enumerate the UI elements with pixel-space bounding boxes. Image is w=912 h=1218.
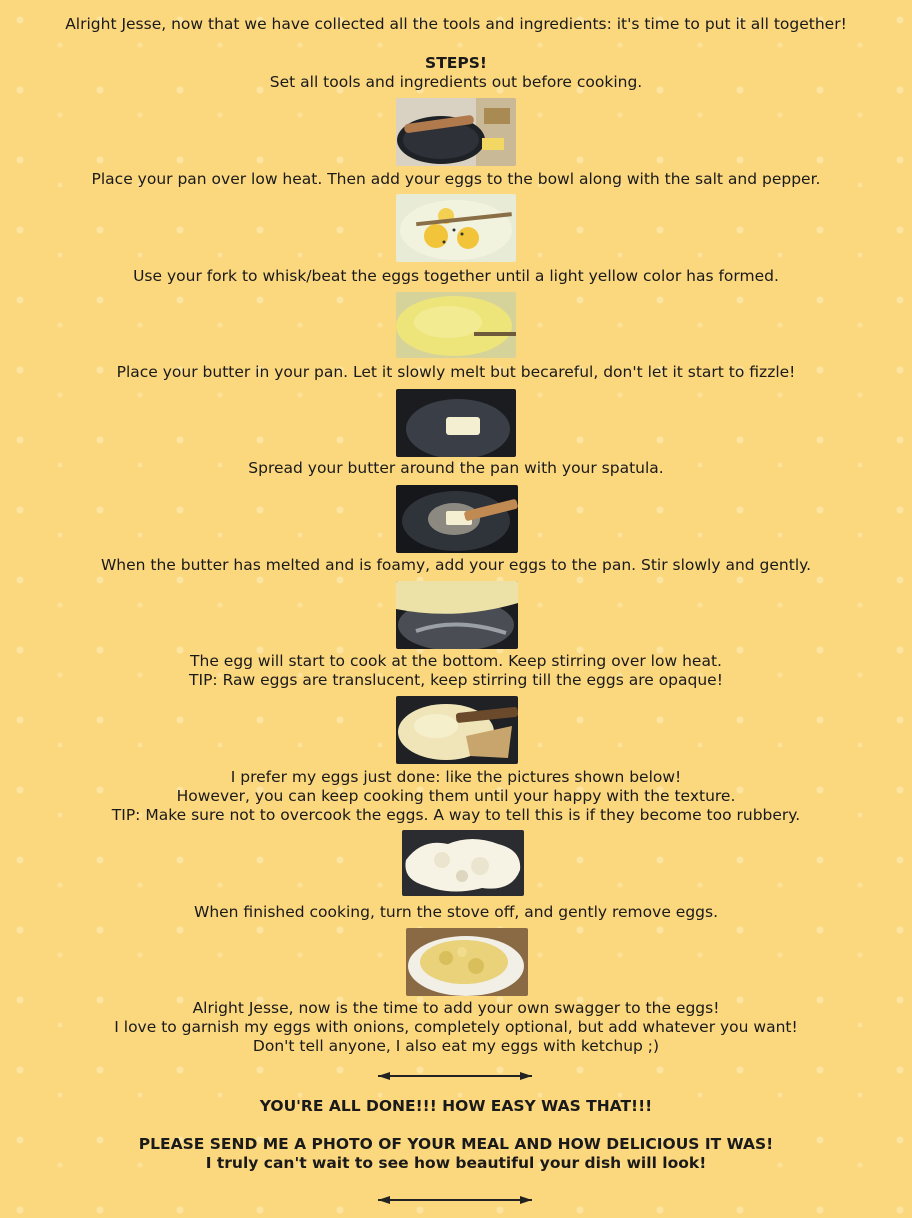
beaten-eggs-photo [396,292,516,358]
step-4-text: Place your butter in your pan. Let it slowly melt but becareful, don't let it start to fizzle! [116,363,796,381]
closing-text-1: PLEASE SEND ME A PHOTO OF YOUR MEAL AND HOW DELICIOUS IT WAS! [138,1135,774,1153]
step-10-text-1: Alright Jesse, now is the time to add your own swagger to the eggs! [192,999,720,1017]
step-10-text-3: Don't tell anyone, I also eat my eggs with ketchup ;) [252,1037,660,1055]
step-10-text-2: I love to garnish my eggs with onions, completely optional, but add whatever you want! [114,1018,798,1036]
eggs-in-bowl-photo [396,194,516,262]
step-1-text: Set all tools and ingredients out before cooking. [269,73,643,91]
step-3-text: Use your fork to whisk/beat the eggs together until a light yellow color has formed. [133,267,779,285]
step-7-tip: TIP: Raw eggs are translucent, keep stirring till the eggs are opaque! [189,671,723,689]
eggs-added-photo [396,581,518,649]
closing-text-2: I truly can't wait to see how beautiful your dish will look! [205,1154,707,1172]
step-8-tip: TIP: Make sure not to overcook the eggs. A way to tell this is if they become too rubbery. [111,806,801,824]
step-2-text: Place your pan over low heat. Then add your eggs to the bowl along with the salt and pepper. [91,170,821,188]
butter-spread-photo [396,485,518,553]
scrambled-eggs-photo [402,830,524,896]
steps-heading: STEPS! [425,54,487,72]
eggs-on-plate-photo [406,928,528,996]
butter-in-pan-photo [396,389,516,457]
step-8-text-2: However, you can keep cooking them until your happy with the texture. [176,787,736,805]
divider-bottom [378,1196,532,1204]
step-8-text-1: I prefer my eggs just done: like the pictures shown below! [230,768,682,786]
done-message: YOU'RE ALL DONE!!! HOW EASY WAS THAT!!! [259,1097,653,1115]
step-7-text-1: The egg will start to cook at the bottom. Keep stirring over low heat. [190,652,722,670]
step-9-text: When finished cooking, turn the stove off, and gently remove eggs. [194,903,718,921]
step-6-text: When the butter has melted and is foamy, add your eggs to the pan. Stir slowly and gently. [100,556,812,574]
pan-with-spatula-photo [396,98,516,166]
eggs-cooking-photo [396,696,518,764]
divider-top [378,1072,532,1080]
step-5-text: Spread your butter around the pan with your spatula. [248,459,664,477]
intro-text: Alright Jesse, now that we have collected all the tools and ingredients: it's time to put it all together! [65,15,847,33]
